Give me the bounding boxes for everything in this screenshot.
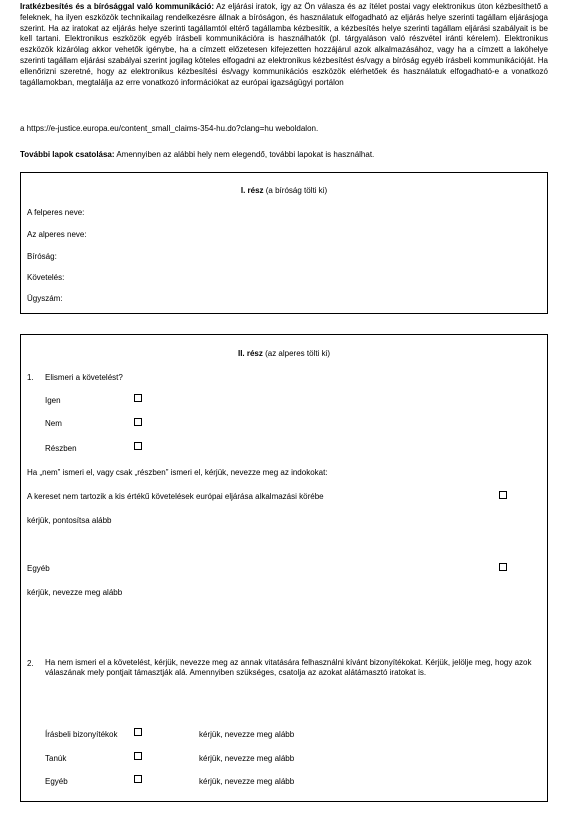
plaintiff-name-field: A felperes neve:	[27, 208, 85, 217]
evidence-written-label: Írásbeli bizonyítékok	[45, 730, 118, 739]
option-no-checkbox[interactable]	[134, 418, 142, 426]
option-yes-label: Igen	[45, 396, 61, 405]
option-partial-checkbox[interactable]	[134, 442, 142, 450]
part1-title-bold: I. rész	[240, 186, 264, 195]
evidence-other-note: kérjük, nevezze meg alább	[199, 777, 295, 786]
reason-other-note: kérjük, nevezze meg alább	[27, 588, 123, 597]
intro-text: Az eljárási iratok, így az Ön válasza és az ítélet postai vagy elektronikus úton kézbesíthető a feleknek, ha ilyen eszközök technikailag rendelkezésre állnak a bíróságon, és használatuk elfogadható az eljárás helye szerinti tagállam eljárásjoga szerint. Ha az iratokat az eljárás helye szerinti tagállamtól eltérő tagállamba kézbesítik, a kézbesítés helye szerinti tagállam eljárási szabályait is be kell tartani. Elektronikus eszközök egyéb írásbeli kommunikációra is használhatók (pl. tárgyaláson való részvétel iránti kérelem). Elektronikus eszközök kizárólag akkor vehetők igénybe, ha a címzett előzetesen kifejezetten hozzájárul azok alkalmazásához, vagy ha a címzett a lakóhelye szerinti tagállam eljárási szabályai szerint jogilag köteles elfogadni az elektronikus kézbesítést és/vagy a bíróság egyéb írásbeli kommunikációját. Ha ellenőrizni szeretné, hogy az elektronikus kézbesítési és/vagy kommunikációs eszközök elérhetőek és használatuk elfogadható-e a vonatkozó tagállamokban, megtalálja az erre vonatkozó információkat az európai igazságügyi portálon	[20, 2, 548, 87]
part2-title	[21, 349, 547, 358]
case-number-field: Ügyszám:	[27, 294, 63, 303]
part1-subtitle: (a bíróság tölti ki)	[263, 186, 328, 195]
q2-number: 2.	[27, 659, 34, 668]
evidence-witnesses-label: Tanúk	[45, 754, 67, 763]
attachments-label: További lapok csatolása:	[20, 150, 115, 159]
reason-other-label: Egyéb	[27, 564, 50, 573]
claim-field: Követelés:	[27, 273, 65, 282]
part2-title-bold: II. rész	[237, 349, 263, 358]
part2-box	[20, 334, 548, 802]
attachments-text: Amennyiben az alábbi hely nem elegendő, további lapokat is használhat.	[114, 150, 375, 159]
part1-box	[20, 172, 548, 314]
reason-other-checkbox[interactable]	[499, 563, 507, 571]
reason-scope-label: A kereset nem tartozik a kis értékű követelések európai eljárása alkalmazási körébe	[27, 492, 324, 501]
attachments-note	[20, 150, 374, 159]
part2-subtitle: (az alperes tölti ki)	[262, 349, 331, 358]
evidence-written-checkbox[interactable]	[134, 728, 142, 736]
reason-scope-checkbox[interactable]	[499, 491, 507, 499]
reason-prompt: Ha „nem” ismeri el, vagy csak „részben” ismeri el, kérjük, nevezze meg az indokokat:	[27, 468, 328, 477]
q1-number: 1.	[27, 373, 34, 382]
defendant-name-field: Az alperes neve:	[27, 230, 87, 239]
evidence-other-label: Egyéb	[45, 777, 68, 786]
part1-title	[21, 186, 547, 195]
evidence-other-checkbox[interactable]	[134, 775, 142, 783]
portal-link[interactable]: a https://e-justice.europa.eu/content_small_claims-354-hu.do?clang=hu weboldalon.	[20, 124, 319, 133]
q2-text: Ha nem ismeri el a követelést, kérjük, nevezze meg az annak vitatására felhasználni kívánt bizonyítékokat. Kérjük, jelölje meg, hogy azok válaszának mely pontjait támasztják alá. Amennyiben szükséges, csatolja az azokat alátámasztó iratokat is.	[45, 658, 532, 678]
reason-scope-note: kérjük, pontosítsa alább	[27, 516, 112, 525]
option-no-label: Nem	[45, 419, 62, 428]
q1-text: Elismeri a követelést?	[45, 373, 123, 382]
evidence-witnesses-note: kérjük, nevezze meg alább	[199, 754, 295, 763]
evidence-witnesses-checkbox[interactable]	[134, 752, 142, 760]
option-yes-checkbox[interactable]	[134, 394, 142, 402]
intro-paragraph	[20, 2, 548, 88]
option-partial-label: Részben	[45, 444, 77, 453]
intro-heading: Iratkézbesítés és a bírósággal való kommunikáció:	[20, 2, 215, 11]
court-field: Bíróság:	[27, 252, 57, 261]
evidence-written-note: kérjük, nevezze meg alább	[199, 730, 295, 739]
